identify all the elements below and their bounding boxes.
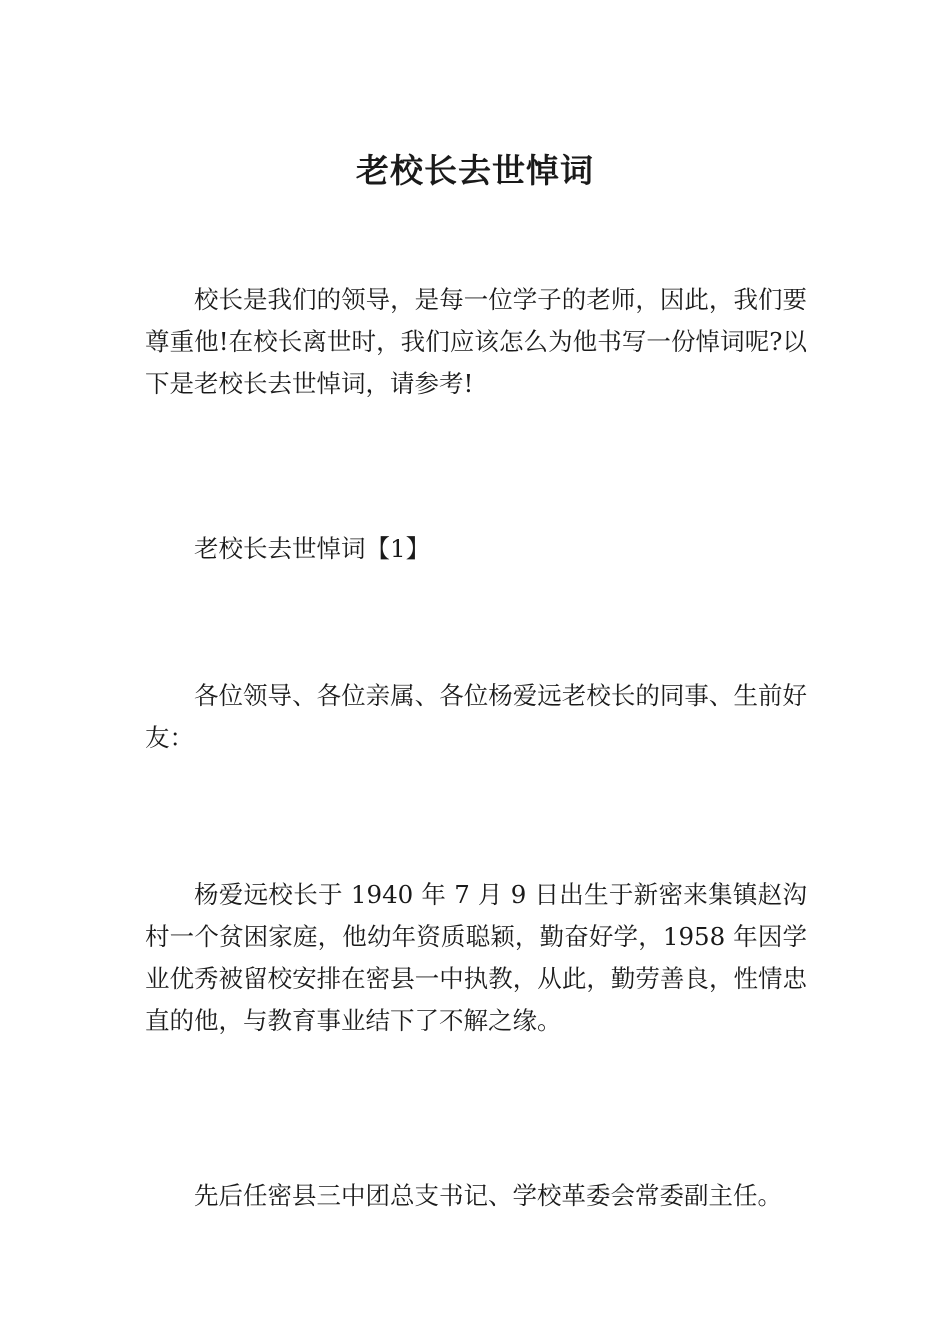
intro-paragraph: 校长是我们的领导，是每一位学子的老师，因此，我们要尊重他!在校长离世时，我们应该怎么为他书写一份悼词呢?以下是老校长去世悼词，请参考! [145,285,807,398]
document-title: 老校长去世悼词 [356,151,594,191]
salutation-paragraph: 各位领导、各位亲属、各位杨爱远老校长的同事、生前好友： [145,681,807,752]
section-heading: 老校长去世悼词【1】 [194,534,431,563]
biography-paragraph: 杨爱远校长于 1940 年 7 月 9 日出生于新密来集镇赵沟村一个贫困家庭，他幼年资质聪颖，勤奋好学，1958 年因学业优秀被留校安排在密县一中执教，从此，勤劳善良，性情忠直的他，与教育事业结下了不解之缘。 [145,880,807,1035]
career-paragraph: 先后任密县三中团总支书记、学校革委会常委副主任。 [194,1181,782,1210]
